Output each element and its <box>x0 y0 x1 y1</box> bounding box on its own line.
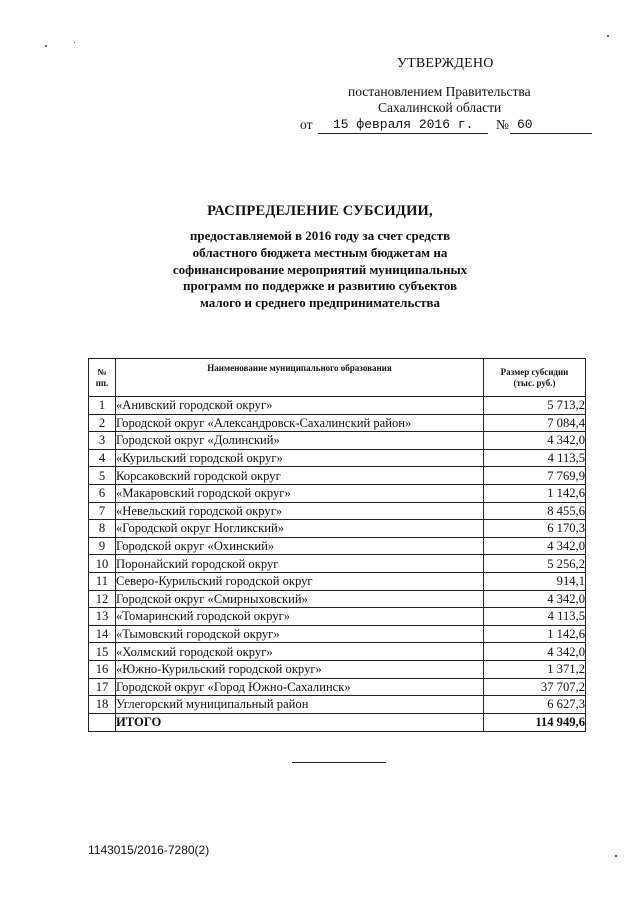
row-amount: 914,1 <box>484 572 586 590</box>
header-number-line1: № <box>97 367 107 377</box>
row-number: 9 <box>89 537 116 555</box>
row-amount: 4 342,0 <box>484 432 586 450</box>
subsidy-table <box>88 358 586 732</box>
scan-speck <box>607 35 609 37</box>
row-amount: 6 170,3 <box>484 520 586 538</box>
decree-reference <box>300 117 600 137</box>
table-row <box>89 590 586 608</box>
row-municipality: Углегорский муниципальный район <box>116 696 484 714</box>
row-amount: 7 084,4 <box>484 414 586 432</box>
row-amount: 6 627,3 <box>484 696 586 714</box>
approval-authority-line1: постановлением Правительства <box>348 84 531 99</box>
table-row <box>89 660 586 678</box>
row-number: 18 <box>89 696 116 714</box>
row-amount: 1 371,2 <box>484 660 586 678</box>
table-row <box>89 449 586 467</box>
header-number <box>89 359 116 397</box>
table-row <box>89 520 586 538</box>
total-empty-cell <box>89 713 116 731</box>
header-amount-line1: Размер субсидии <box>500 367 569 377</box>
row-municipality: Городской округ «Смирныховский» <box>116 590 484 608</box>
table-row <box>89 608 586 626</box>
row-municipality: Корсаковский городской округ <box>116 467 484 485</box>
table-row <box>89 643 586 661</box>
row-municipality: Северо-Курильский городской округ <box>116 572 484 590</box>
row-municipality: «Анивский городской округ» <box>116 397 484 415</box>
table-row <box>89 678 586 696</box>
table-row <box>89 432 586 450</box>
row-municipality: Городской округ «Город Южно-Сахалинск» <box>116 678 484 696</box>
row-amount: 8 455,6 <box>484 502 586 520</box>
row-number: 3 <box>89 432 116 450</box>
total-label: ИТОГО <box>116 713 484 731</box>
row-number: 13 <box>89 608 116 626</box>
row-amount: 5 256,2 <box>484 555 586 573</box>
table-header-row <box>89 359 586 397</box>
row-municipality: «Курильский городской округ» <box>116 449 484 467</box>
closing-rule <box>292 762 386 763</box>
row-amount: 1 142,6 <box>484 484 586 502</box>
total-amount: 114 949,6 <box>484 713 586 731</box>
subtitle-line: малого и среднего предпринимательства <box>199 295 441 311</box>
row-number: 5 <box>89 467 116 485</box>
row-municipality: «Южно-Курильский городской округ» <box>116 660 484 678</box>
row-municipality: «Невельский городской округ» <box>116 502 484 520</box>
row-municipality: «Макаровский городской округ» <box>116 484 484 502</box>
table-row <box>89 397 586 415</box>
header-name-label: Наименование муниципального образования <box>207 363 392 373</box>
row-number: 12 <box>89 590 116 608</box>
table-body <box>89 397 586 732</box>
document-title: РАСПРЕДЕЛЕНИЕ СУБСИДИИ, <box>207 203 433 219</box>
row-amount: 4 342,0 <box>484 537 586 555</box>
document-subtitle <box>150 228 490 312</box>
table-row <box>89 414 586 432</box>
decree-number-underline <box>510 133 592 134</box>
header-name <box>116 359 484 397</box>
scan-speck <box>615 855 617 857</box>
row-number: 16 <box>89 660 116 678</box>
row-number: 7 <box>89 502 116 520</box>
row-municipality: «Томаринский городской округ» <box>116 608 484 626</box>
row-amount: 37 707,2 <box>484 678 586 696</box>
row-amount: 4 113,5 <box>484 449 586 467</box>
row-municipality: Городской округ «Долинский» <box>116 432 484 450</box>
row-amount: 4 342,0 <box>484 590 586 608</box>
header-amount <box>484 359 586 397</box>
row-municipality: Городской округ «Александровск-Сахалинский район» <box>116 414 484 432</box>
table-row <box>89 537 586 555</box>
subtitle-line: софинансирование мероприятий муниципальных <box>172 261 468 277</box>
table-row <box>89 555 586 573</box>
row-number: 10 <box>89 555 116 573</box>
decree-date: 15 февраля 2016 г. <box>333 117 474 132</box>
decree-number-label: № <box>496 117 509 132</box>
approval-authority-line2: Сахалинской области <box>378 100 502 115</box>
row-municipality: «Городской округ Ногликский» <box>116 520 484 538</box>
row-number: 2 <box>89 414 116 432</box>
header-number-line2: пп. <box>95 377 109 388</box>
row-number: 14 <box>89 625 116 643</box>
row-number: 15 <box>89 643 116 661</box>
row-number: 1 <box>89 397 116 415</box>
table-row <box>89 467 586 485</box>
table-row <box>89 484 586 502</box>
approval-title: УТВЕРЖДЕНО <box>397 56 494 71</box>
scan-speck <box>74 42 75 43</box>
table-row <box>89 572 586 590</box>
row-number: 17 <box>89 678 116 696</box>
row-number: 8 <box>89 520 116 538</box>
document-registration-number: 1143015/2016-7280(2) <box>88 843 210 857</box>
row-amount: 5 713,2 <box>484 397 586 415</box>
row-number: 11 <box>89 572 116 590</box>
decree-date-underline <box>318 133 488 134</box>
row-amount: 1 142,6 <box>484 625 586 643</box>
subtitle-line: предоставляемой в 2016 году за счет средств <box>189 228 451 243</box>
row-municipality: «Холмский городской округ» <box>116 643 484 661</box>
row-amount: 7 769,9 <box>484 467 586 485</box>
row-number: 4 <box>89 449 116 467</box>
row-municipality: «Тымовский городской округ» <box>116 625 484 643</box>
subtitle-line: областного бюджета местным бюджетам на <box>192 244 448 260</box>
decree-from-label: от <box>300 117 313 132</box>
table-row <box>89 625 586 643</box>
table-row <box>89 696 586 714</box>
row-municipality: Городской округ «Охинский» <box>116 537 484 555</box>
row-amount: 4 342,0 <box>484 643 586 661</box>
row-municipality: Поронайский городской округ <box>116 555 484 573</box>
scan-speck <box>45 45 47 47</box>
table-row <box>89 502 586 520</box>
decree-number: 60 <box>517 117 533 132</box>
row-number: 6 <box>89 484 116 502</box>
row-amount: 4 113,5 <box>484 608 586 626</box>
table-total-row <box>89 713 586 731</box>
subtitle-line: программ по поддержке и развитию субъектов <box>182 278 458 294</box>
header-amount-line2: (тыс. руб.) <box>513 377 556 388</box>
